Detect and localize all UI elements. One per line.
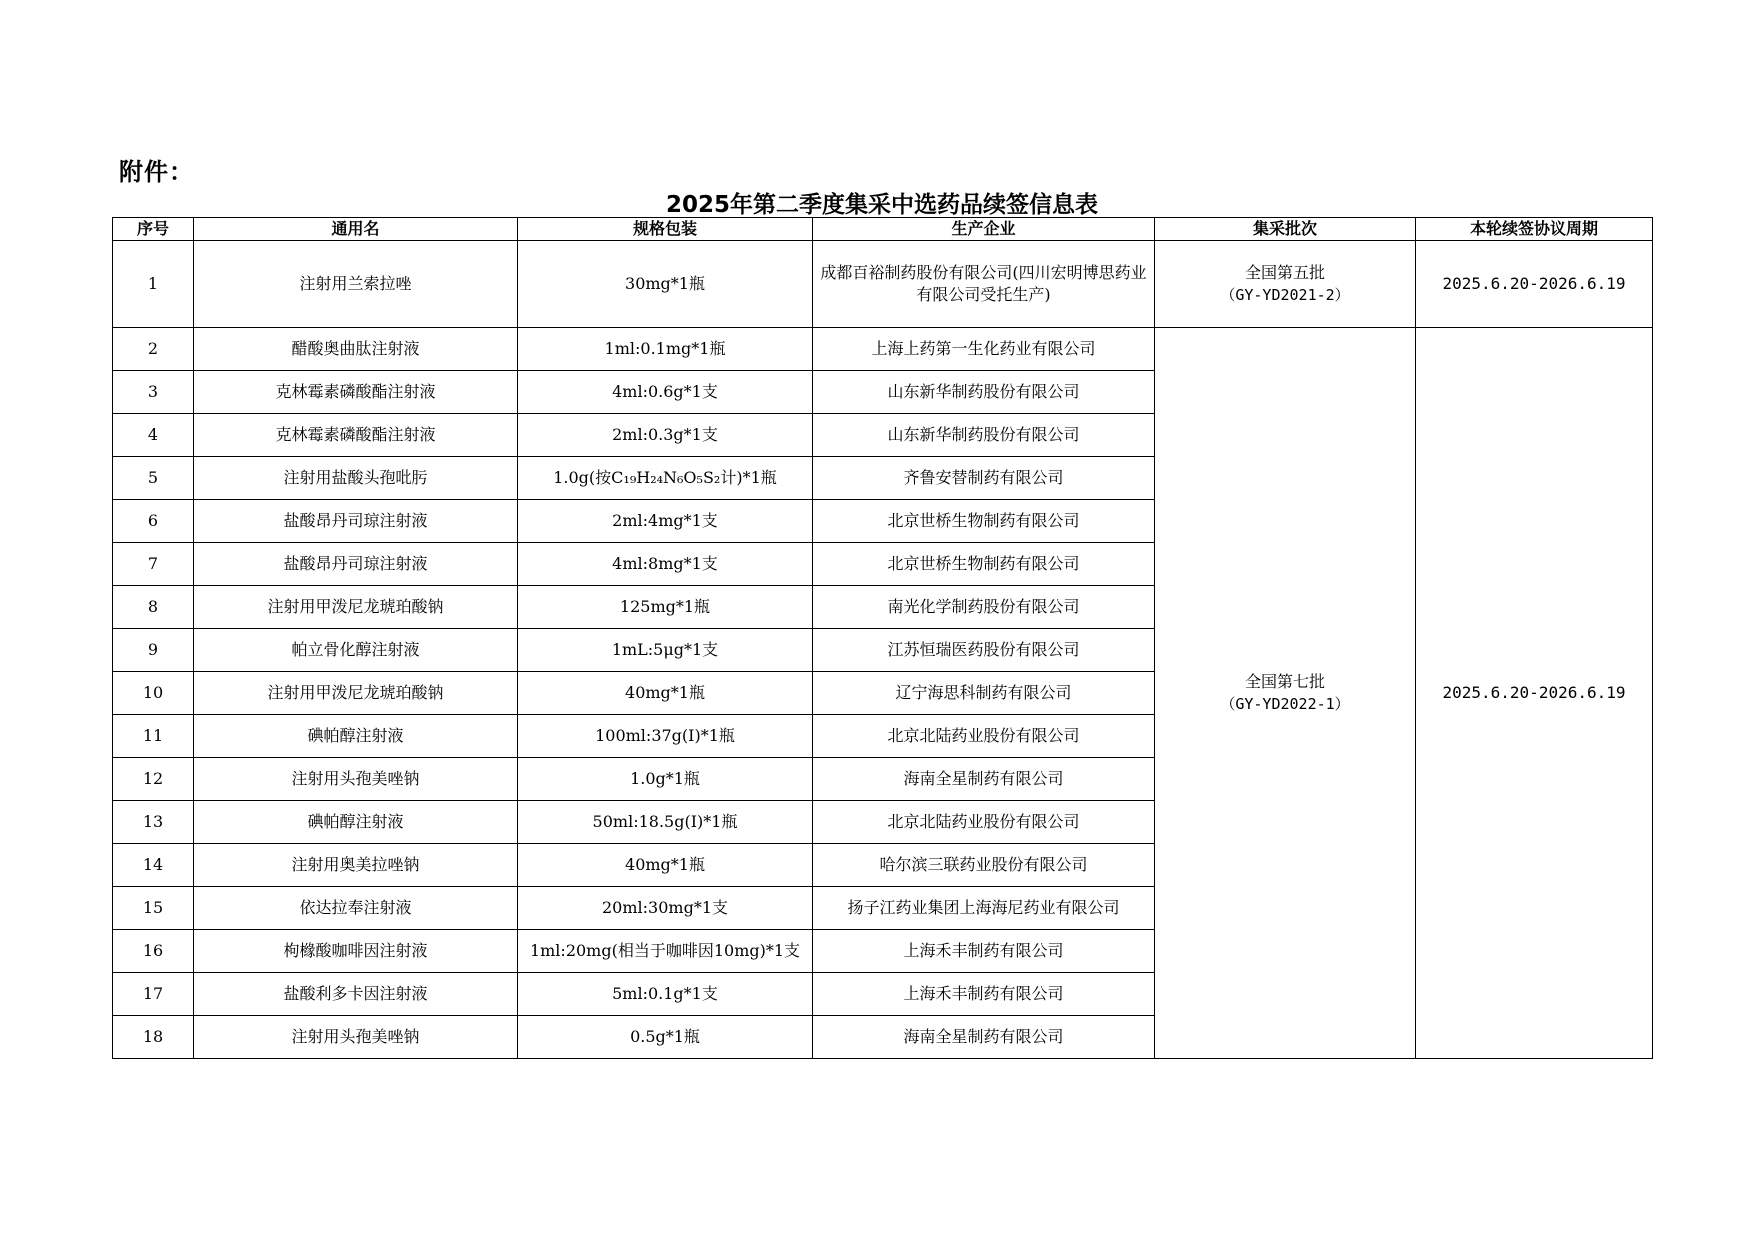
cell-name: 注射用甲泼尼龙琥珀酸钠 [194, 586, 518, 629]
cell-period: 2025.6.20-2026.6.19 [1416, 241, 1653, 328]
attachment-label: 附件： [119, 158, 194, 186]
cell-maker: 山东新华制药股份有限公司 [813, 371, 1155, 414]
cell-spec: 1ml:20mg(相当于咖啡因10mg)*1支 [518, 930, 813, 973]
cell-maker: 上海上药第一生化药业有限公司 [813, 328, 1155, 371]
cell-no: 13 [113, 801, 194, 844]
cell-spec: 125mg*1瓶 [518, 586, 813, 629]
cell-maker: 北京北陆药业股份有限公司 [813, 801, 1155, 844]
cell-batch [1155, 241, 1416, 328]
cell-maker: 北京北陆药业股份有限公司 [813, 715, 1155, 758]
cell-spec: 4ml:0.6g*1支 [518, 371, 813, 414]
cell-spec: 50ml:18.5g(Ⅰ)*1瓶 [518, 801, 813, 844]
cell-no: 12 [113, 758, 194, 801]
cell-no: 1 [113, 241, 194, 328]
cell-maker: 海南全星制药有限公司 [813, 1016, 1155, 1059]
col-header-period: 本轮续签协议周期 [1416, 218, 1653, 241]
cell-no: 8 [113, 586, 194, 629]
cell-name: 注射用奥美拉唑钠 [194, 844, 518, 887]
cell-spec: 40mg*1瓶 [518, 844, 813, 887]
col-header-no: 序号 [113, 218, 194, 241]
cell-no: 16 [113, 930, 194, 973]
cell-period: 2025.6.20-2026.6.19 [1416, 328, 1653, 1059]
cell-name: 帕立骨化醇注射液 [194, 629, 518, 672]
cell-name: 碘帕醇注射液 [194, 801, 518, 844]
cell-spec: 2ml:0.3g*1支 [518, 414, 813, 457]
document-title: 2025年第二季度集采中选药品续签信息表 [665, 192, 1098, 218]
cell-name: 盐酸昂丹司琼注射液 [194, 543, 518, 586]
cell-maker: 北京世桥生物制药有限公司 [813, 543, 1155, 586]
cell-maker: 上海禾丰制药有限公司 [813, 973, 1155, 1016]
cell-no: 17 [113, 973, 194, 1016]
col-header-maker: 生产企业 [813, 218, 1155, 241]
cell-name: 注射用头孢美唑钠 [194, 1016, 518, 1059]
cell-spec: 1.0g(按C₁₉H₂₄N₆O₅S₂计)*1瓶 [518, 457, 813, 500]
cell-maker: 扬子江药业集团上海海尼药业有限公司 [813, 887, 1155, 930]
cell-spec: 1mL:5μg*1支 [518, 629, 813, 672]
cell-maker: 江苏恒瑞医药股份有限公司 [813, 629, 1155, 672]
col-header-spec: 规格包装 [518, 218, 813, 241]
cell-no: 4 [113, 414, 194, 457]
table-header-row [113, 218, 1653, 241]
cell-no: 3 [113, 371, 194, 414]
col-header-name: 通用名 [194, 218, 518, 241]
cell-spec: 2ml:4mg*1支 [518, 500, 813, 543]
cell-maker: 海南全星制药有限公司 [813, 758, 1155, 801]
cell-spec: 1ml:0.1mg*1瓶 [518, 328, 813, 371]
batch-name: 全国第七批 [1244, 672, 1325, 691]
cell-maker: 上海禾丰制药有限公司 [813, 930, 1155, 973]
cell-no: 11 [113, 715, 194, 758]
cell-maker: 南光化学制药股份有限公司 [813, 586, 1155, 629]
cell-no: 15 [113, 887, 194, 930]
cell-no: 9 [113, 629, 194, 672]
cell-no: 6 [113, 500, 194, 543]
cell-name: 盐酸昂丹司琼注射液 [194, 500, 518, 543]
cell-maker: 哈尔滨三联药业股份有限公司 [813, 844, 1155, 887]
cell-name: 碘帕醇注射液 [194, 715, 518, 758]
batch-code: （GY-YD2021-2） [1220, 286, 1350, 304]
cell-spec: 20ml:30mg*1支 [518, 887, 813, 930]
cell-batch [1155, 328, 1416, 1059]
cell-maker: 北京世桥生物制药有限公司 [813, 500, 1155, 543]
cell-name: 依达拉奉注射液 [194, 887, 518, 930]
cell-no: 10 [113, 672, 194, 715]
cell-name: 注射用兰索拉唑 [194, 241, 518, 328]
cell-maker: 成都百裕制药股份有限公司(四川宏明博思药业有限公司受托生产) [813, 241, 1155, 328]
batch-name: 全国第五批 [1244, 263, 1325, 282]
cell-spec: 0.5g*1瓶 [518, 1016, 813, 1059]
cell-name: 醋酸奥曲肽注射液 [194, 328, 518, 371]
cell-name: 克林霉素磷酸酯注射液 [194, 371, 518, 414]
cell-maker: 山东新华制药股份有限公司 [813, 414, 1155, 457]
cell-spec: 1.0g*1瓶 [518, 758, 813, 801]
cell-spec: 100ml:37g(Ⅰ)*1瓶 [518, 715, 813, 758]
table-row [113, 241, 1653, 328]
cell-spec: 30mg*1瓶 [518, 241, 813, 328]
cell-name: 克林霉素磷酸酯注射液 [194, 414, 518, 457]
cell-maker: 齐鲁安替制药有限公司 [813, 457, 1155, 500]
cell-no: 5 [113, 457, 194, 500]
cell-no: 14 [113, 844, 194, 887]
cell-name: 盐酸利多卡因注射液 [194, 973, 518, 1016]
cell-name: 注射用盐酸头孢吡肟 [194, 457, 518, 500]
cell-no: 18 [113, 1016, 194, 1059]
cell-name: 枸橼酸咖啡因注射液 [194, 930, 518, 973]
cell-maker: 辽宁海思科制药有限公司 [813, 672, 1155, 715]
cell-name: 注射用头孢美唑钠 [194, 758, 518, 801]
cell-spec: 5ml:0.1g*1支 [518, 973, 813, 1016]
table-row [113, 328, 1653, 371]
cell-no: 7 [113, 543, 194, 586]
batch-code: （GY-YD2022-1） [1220, 695, 1350, 713]
cell-spec: 4ml:8mg*1支 [518, 543, 813, 586]
col-header-batch: 集采批次 [1155, 218, 1416, 241]
drug-renewal-table [112, 217, 1653, 1059]
cell-name: 注射用甲泼尼龙琥珀酸钠 [194, 672, 518, 715]
cell-spec: 40mg*1瓶 [518, 672, 813, 715]
cell-no: 2 [113, 328, 194, 371]
